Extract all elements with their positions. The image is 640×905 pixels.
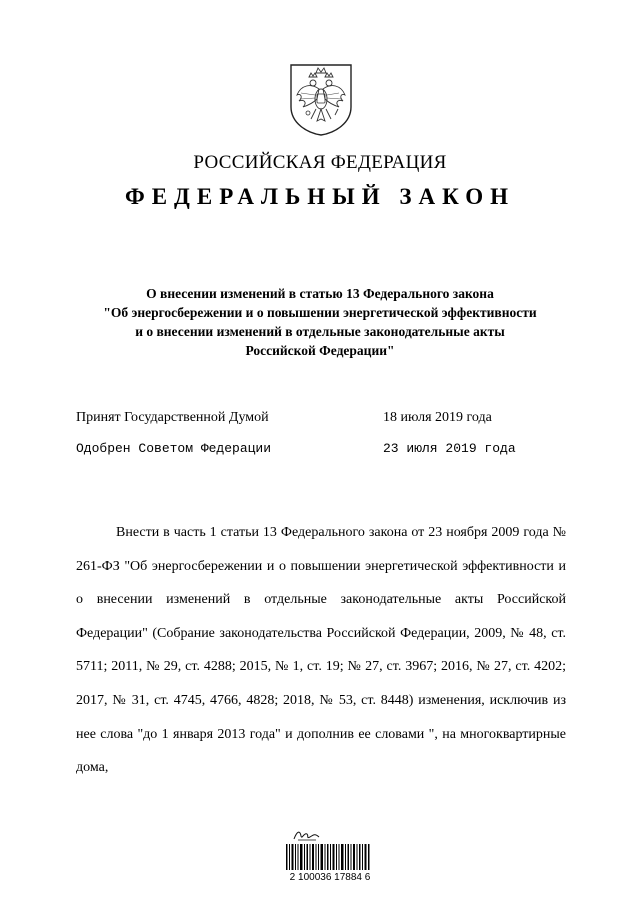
law-title <box>40 284 600 360</box>
barcode-icon <box>286 844 370 870</box>
handwritten-mark-icon <box>292 828 322 842</box>
law-title-line: Российской Федерации" <box>245 343 395 358</box>
duma-label: Принят Государственной Думой <box>76 410 269 425</box>
barcode-number: 2 100036 17884 6 <box>289 872 371 883</box>
body-paragraph: Внести в часть 1 статьи 13 Федерального закона от 23 ноября 2009 года № 261-ФЗ "Об энергосбережении и о повышении энергетической эффективности и о внесении изменений в отдельные законодательные акты Российской Федерации" (Собрание законодательства Российской Федерации, 2009, № 48, ст. 5711; 2011, № 29, ст. 4288; 2015, № 1, ст. 19; № 27, ст. 3967; 2016, № 27, ст. 4202; 2017, № 31, ст. 4745, 4766, 4828; 2018, № 53, ст. 8448) изменения, исключив из нее слова "до 1 января 2013 года" и дополнив ее словами ", на многоквартирные дома, <box>76 525 566 776</box>
coat-of-arms-icon <box>289 63 353 137</box>
law-title-line: "Об энергосбережении и о повышении энергетической эффективности <box>103 305 537 320</box>
document-type: ФЕДЕРАЛЬНЫЙ ЗАКОН <box>124 184 516 209</box>
council-date: 23 июля 2019 года <box>383 441 516 456</box>
country-name: РОССИЙСКАЯ ФЕДЕРАЦИЯ <box>193 152 447 173</box>
law-title-line: и о внесении изменений в отдельные законодательные акты <box>135 324 505 339</box>
document-footer <box>280 828 380 890</box>
council-label: Одобрен Советом Федерации <box>76 441 272 456</box>
duma-date: 18 июля 2019 года <box>383 410 492 425</box>
law-title-line: О внесении изменений в статью 13 Федерального закона <box>146 286 494 301</box>
